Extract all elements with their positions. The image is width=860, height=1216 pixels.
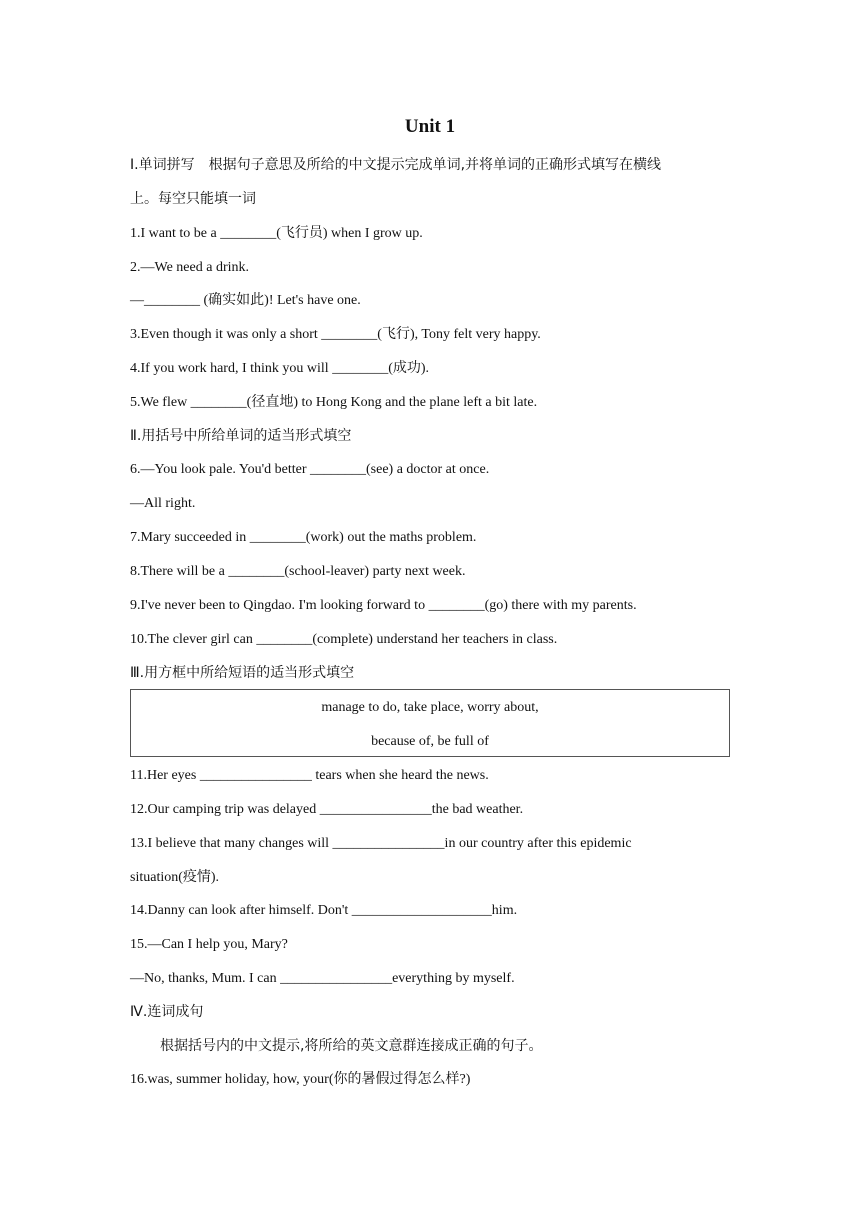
question-15-prompt: 15.—Can I help you, Mary? bbox=[130, 937, 288, 952]
question-14: 14.Danny can look after himself. Don't ____________________him. bbox=[130, 903, 518, 918]
question-10: 10.The clever girl can ________(complete) understand her teachers in class. bbox=[130, 632, 558, 647]
phrase-box-line-1: manage to do, take place, worry about, bbox=[321, 700, 539, 715]
question-15-response: —No, thanks, Mum. I can ________________everything by myself. bbox=[130, 971, 515, 986]
question-2-prompt: 2.—We need a drink. bbox=[130, 260, 249, 275]
phrase-box-line-2: because of, be full of bbox=[371, 734, 489, 749]
question-16: 16.was, summer holiday, how, your(你的暑假过得怎么样?) bbox=[130, 1072, 471, 1087]
question-3: 3.Even though it was only a short ________(飞行), Tony felt very happy. bbox=[130, 327, 541, 342]
question-2-response: —________ (确实如此)! Let's have one. bbox=[130, 293, 361, 308]
section-4-instruction: 根据括号内的中文提示,将所给的英文意群连接成正确的句子。 bbox=[160, 1038, 543, 1054]
question-6-prompt: 6.—You look pale. You'd better ________(see) a doctor at once. bbox=[130, 462, 490, 477]
question-6-response: —All right. bbox=[130, 496, 196, 511]
section-1-heading-continued: 上。每空只能填一词 bbox=[130, 191, 256, 207]
page-title: Unit 1 bbox=[404, 116, 456, 137]
question-13: 13.I believe that many changes will ________________in our country after this epidemic bbox=[130, 836, 632, 851]
question-9: 9.I've never been to Qingdao. I'm looking forward to ________(go) there with my parents. bbox=[130, 598, 637, 613]
section-4-heading: Ⅳ.连词成句 bbox=[130, 1004, 204, 1020]
question-1: 1.I want to be a ________(飞行员) when I grow up. bbox=[130, 226, 423, 241]
section-1-heading: Ⅰ.单词拼写 根据句子意思及所给的中文提示完成单词,并将单词的正确形式填写在横线 bbox=[130, 157, 662, 173]
question-5: 5.We flew ________(径直地) to Hong Kong and the plane left a bit late. bbox=[130, 395, 538, 410]
question-7: 7.Mary succeeded in ________(work) out the maths problem. bbox=[130, 530, 477, 545]
section-2-heading: Ⅱ.用括号中所给单词的适当形式填空 bbox=[130, 428, 352, 444]
question-4: 4.If you work hard, I think you will ________(成功). bbox=[130, 361, 430, 376]
question-12: 12.Our camping trip was delayed ________________the bad weather. bbox=[130, 802, 524, 817]
section-3-heading: Ⅲ.用方框中所给短语的适当形式填空 bbox=[130, 665, 355, 681]
question-8: 8.There will be a ________(school-leaver) party next week. bbox=[130, 564, 466, 579]
question-11: 11.Her eyes ________________ tears when she heard the news. bbox=[130, 768, 489, 783]
question-13-continued: situation(疫情). bbox=[130, 870, 220, 885]
phrase-box bbox=[130, 689, 730, 757]
